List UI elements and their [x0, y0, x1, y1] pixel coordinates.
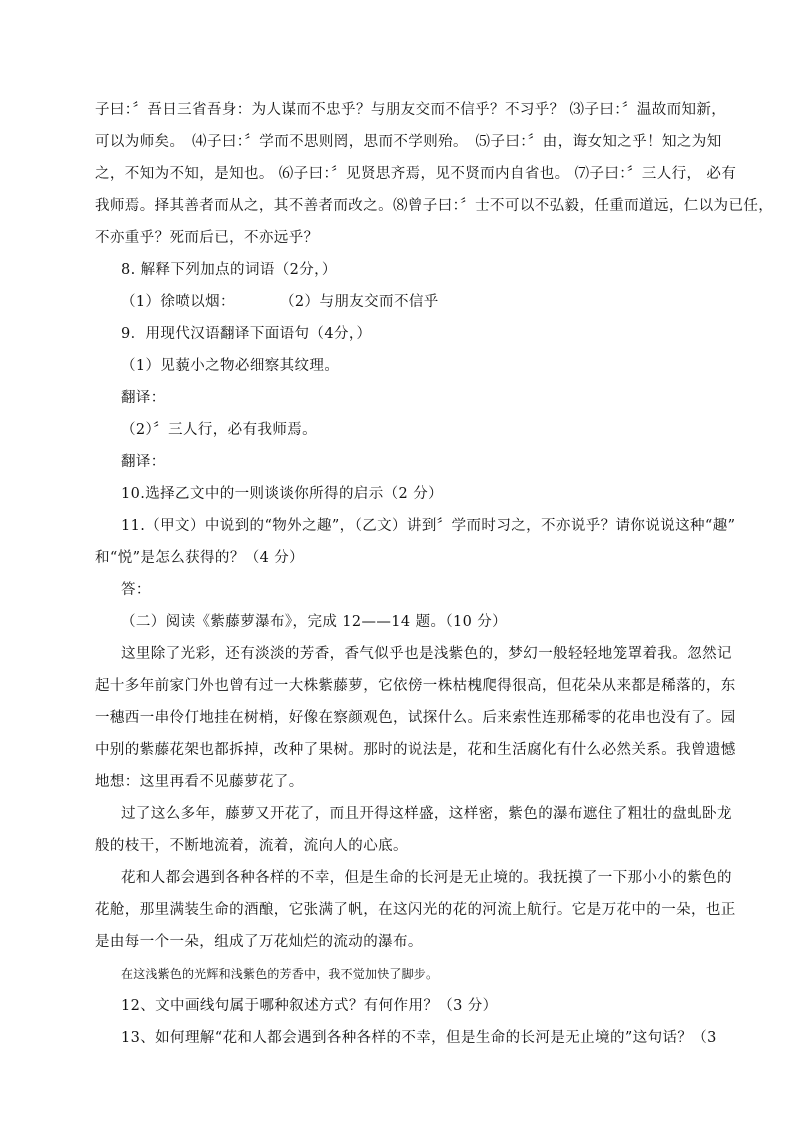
answer-label: 答：: [121, 582, 151, 598]
passage-line: 花和人都会遇到各种各样的不幸，但是生命的长河是无止境的。我抚摸了一下那小小的紫色的: [121, 870, 732, 886]
question-8-items: （1）徐喷以烟： （2）与朋友交而不信乎: [121, 294, 439, 310]
question-13: 13、如何理解“花和人都会遇到各种各样的不幸，但是生命的长河是无止境的”这句话？（3: [121, 1030, 717, 1046]
passage-line-small: 在这浅紫色的光辉和浅紫色的芳香中，我不觉加快了脚步。: [121, 967, 439, 981]
passage-line: 过了这么多年，藤萝又开花了，而且开得这样盛，这样密，紫色的瀑布遮住了粗壮的盘虬卧龙: [121, 806, 732, 822]
text-line: 和“悦”是怎么获得的？（4 分）: [95, 550, 305, 566]
passage-line: 起十多年前家门外也曾有过一大株紫藤萝，它依傍一株枯槐爬得很高，但花朵从来都是稀落的，东: [95, 678, 736, 694]
question-11: 11.（甲文）中说到的“物外之趣”，（乙文）讲到〞学而时习之，不亦说乎？请你说说这种“趣”: [121, 518, 736, 534]
question-12: 12、文中画线句属于哪种叙述方式？有何作用？（3 分）: [121, 998, 498, 1014]
question-8: 8. 解释下列加点的词语（2分，）: [121, 262, 337, 278]
text-line: 我师焉。择其善者而从之，其不善者而改之。⑻曾子曰：〞士不可以不弘毅，任重而道远，仁以为已任，: [95, 198, 774, 214]
question-9-item-2: （2）〞三人行，必有我师焉。: [121, 422, 318, 438]
passage-line: 一穗西一串伶仃地挂在树梢，好像在察颜观色，试探什么。后来索性连那稀零的花串也没有了。园: [95, 710, 736, 726]
question-10: 10.选择乙文中的一则谈谈你所得的启示（2 分）: [121, 486, 443, 502]
passage-line: 花舱，那里满装生命的酒酿，它张满了帆，在这闪光的花的河流上航行。它是万花中的一朵，也正: [95, 902, 736, 918]
text-line: 之，不知为不知，是知也。 ⑹子曰：〞见贤思齐焉，见不贤而内自省也。 ⑺子曰：〞三人行， 必有: [95, 166, 737, 182]
text-line: 子曰：〞吾日三省吾身：为人谋而不忠乎？与朋友交而不信乎？不习乎？ ⑶子曰：〞温故而知新，: [95, 102, 727, 118]
passage-line: 中别的紫藤花架也都拆掉，改种了果树。那时的说法是，花和生活腐化有什么必然关系。我曾遗憾: [95, 742, 736, 758]
question-9: 9．用现代汉语翻译下面语句（4分，）: [121, 326, 372, 342]
text-line: 可以为师矣。 ⑷子曰：〞学而不思则罔，思而不学则殆。 ⑸子曰：〞由，诲女知之乎！知之为知: [95, 134, 722, 150]
section-heading: （二）阅读《紫藤萝瀑布》，完成 12——14 题。（10 分）: [121, 614, 508, 630]
text-line: 不亦重乎？死而后已，不亦远乎？: [95, 230, 319, 246]
translation-label: 翻译：: [121, 390, 166, 406]
passage-line: 地想：这里再看不见藤萝花了。: [95, 774, 304, 790]
passage-line: 般的枝干，不断地流着，流着，流向人的心底。: [95, 838, 408, 854]
passage-line: 是由每一个一朵，组成了万花灿烂的流动的瀑布。: [95, 934, 423, 950]
translation-label: 翻译：: [121, 454, 166, 470]
question-9-item-1: （1）见藐小之物必细察其纹理。: [121, 358, 340, 374]
passage-line: 这里除了光彩，还有淡淡的芳香，香气似乎也是浅紫色的，梦幻一般轻轻地笼罩着我。忽然记: [121, 646, 732, 662]
